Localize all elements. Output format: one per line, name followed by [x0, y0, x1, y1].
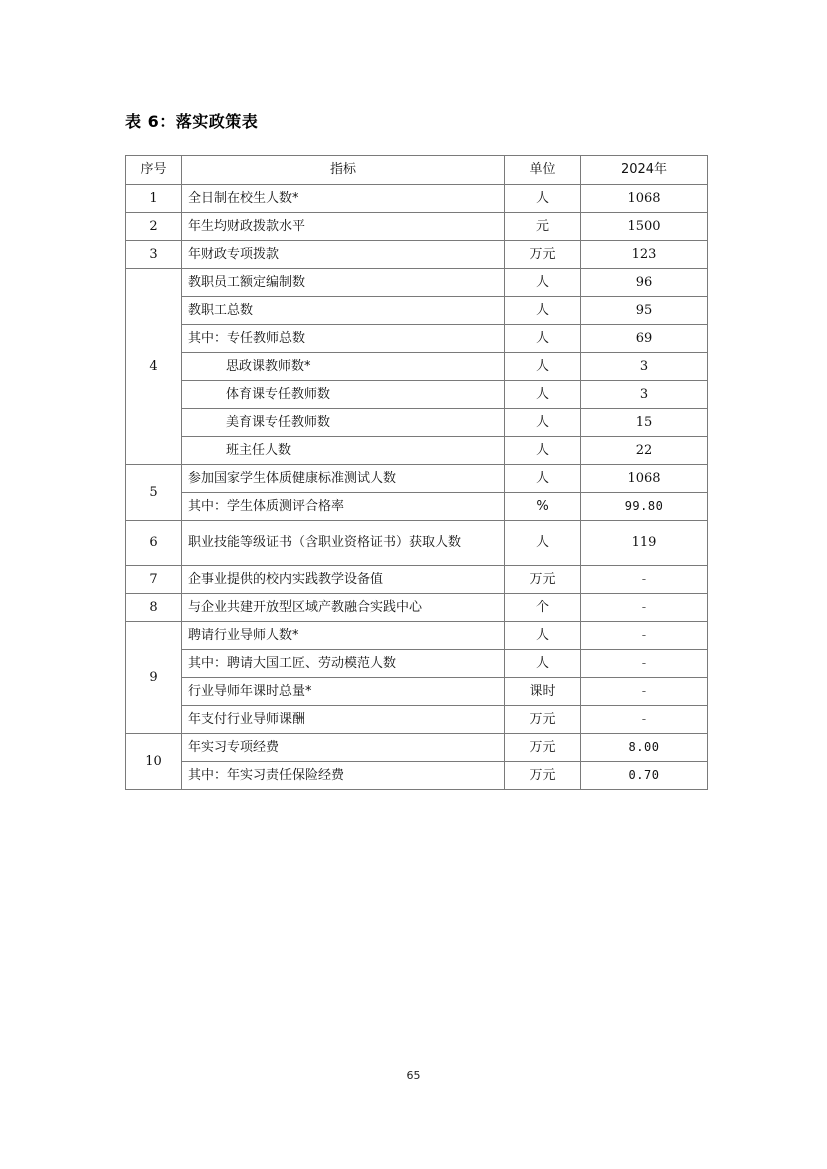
header-no: 序号 [126, 156, 182, 185]
unit-cell: 个 [505, 594, 581, 622]
table-row [126, 734, 708, 762]
value-cell: 95 [581, 297, 708, 325]
value-cell: 1068 [581, 465, 708, 493]
indicator-cell: 聘请行业导师人数* [182, 622, 505, 650]
unit-cell: 人 [505, 353, 581, 381]
indicator-cell: 其中：学生体质测评合格率 [182, 493, 505, 521]
unit-cell: 人 [505, 297, 581, 325]
row-number: 6 [126, 521, 182, 566]
unit-cell: 万元 [505, 241, 581, 269]
page-number: 65 [406, 1069, 421, 1082]
value-cell: 99.80 [581, 493, 708, 521]
indicator-cell [182, 381, 505, 409]
unit-cell: 人 [505, 381, 581, 409]
indicator-cell: 企事业提供的校内实践教学设备值 [182, 566, 505, 594]
table-row [126, 185, 708, 213]
table-row [126, 353, 708, 381]
table-row [126, 241, 708, 269]
row-number: 4 [126, 269, 182, 465]
value-cell: - [581, 706, 708, 734]
value-cell: 3 [581, 353, 708, 381]
indicator-cell: 其中：年实习责任保险经费 [182, 762, 505, 790]
table-row [126, 297, 708, 325]
indicator-cell: 其中：专任教师总数 [182, 325, 505, 353]
row-number: 10 [126, 734, 182, 790]
table-row [126, 465, 708, 493]
unit-cell: 万元 [505, 706, 581, 734]
value-cell: - [581, 594, 708, 622]
unit-cell: 万元 [505, 566, 581, 594]
unit-cell: 万元 [505, 762, 581, 790]
value-cell: - [581, 622, 708, 650]
unit-cell: 人 [505, 269, 581, 297]
indicator-cell: 其中：聘请大国工匠、劳动模范人数 [182, 650, 505, 678]
indicator-cell: 全日制在校生人数* [182, 185, 505, 213]
value-cell: 69 [581, 325, 708, 353]
row-number: 3 [126, 241, 182, 269]
table-row [126, 678, 708, 706]
value-cell: 0.70 [581, 762, 708, 790]
value-cell: 1500 [581, 213, 708, 241]
table-row [126, 437, 708, 465]
unit-cell: 课时 [505, 678, 581, 706]
row-number: 1 [126, 185, 182, 213]
unit-cell: 人 [505, 622, 581, 650]
table-row [126, 213, 708, 241]
value-cell: - [581, 566, 708, 594]
value-cell: 96 [581, 269, 708, 297]
indicator-cell [182, 409, 505, 437]
table-row [126, 706, 708, 734]
unit-cell: 人 [505, 409, 581, 437]
indicator-text: 体育课专任教师数 [226, 386, 331, 402]
table-row [126, 269, 708, 297]
value-cell: 8.00 [581, 734, 708, 762]
indicator-cell: 行业导师年课时总量* [182, 678, 505, 706]
table-row [126, 594, 708, 622]
indicator-cell: 年支付行业导师课酬 [182, 706, 505, 734]
indicator-cell: 年实习专项经费 [182, 734, 505, 762]
indicator-cell: 与企业共建开放型区域产教融合实践中心 [182, 594, 505, 622]
unit-cell: % [505, 493, 581, 521]
indicator-cell: 参加国家学生体质健康标准测试人数 [182, 465, 505, 493]
table-row [126, 622, 708, 650]
value-cell: 22 [581, 437, 708, 465]
value-cell: 1068 [581, 185, 708, 213]
table-row [126, 521, 708, 566]
row-number: 5 [126, 465, 182, 521]
table-row [126, 493, 708, 521]
row-number: 2 [126, 213, 182, 241]
value-cell: - [581, 678, 708, 706]
value-cell: - [581, 650, 708, 678]
indicator-text: 思政课教师数* [226, 358, 311, 374]
indicator-cell: 教职工总数 [182, 297, 505, 325]
header-year: 2024年 [581, 156, 708, 185]
unit-cell: 人 [505, 650, 581, 678]
row-number: 9 [126, 622, 182, 734]
indicator-cell: 年财政专项拨款 [182, 241, 505, 269]
header-indicator: 指标 [182, 156, 505, 185]
value-cell: 123 [581, 241, 708, 269]
unit-cell: 人 [505, 185, 581, 213]
indicator-text: 美育课专任教师数 [226, 414, 331, 430]
indicator-cell: 年生均财政拨款水平 [182, 213, 505, 241]
indicator-cell: 职业技能等级证书（含职业资格证书）获取人数 [182, 521, 505, 566]
unit-cell: 人 [505, 521, 581, 566]
indicator-cell [182, 437, 505, 465]
value-cell: 15 [581, 409, 708, 437]
row-number: 8 [126, 594, 182, 622]
indicator-text: 班主任人数 [226, 442, 292, 458]
table-row [126, 409, 708, 437]
page-title: 表 6：落实政策表 [125, 112, 259, 131]
table-row [126, 650, 708, 678]
row-number: 7 [126, 566, 182, 594]
unit-cell: 元 [505, 213, 581, 241]
policy-table [125, 155, 708, 790]
value-cell: 119 [581, 521, 708, 566]
table-row [126, 381, 708, 409]
value-cell: 3 [581, 381, 708, 409]
table-header-row [126, 156, 708, 185]
unit-cell: 万元 [505, 734, 581, 762]
unit-cell: 人 [505, 325, 581, 353]
indicator-cell [182, 353, 505, 381]
table-row [126, 325, 708, 353]
table-row [126, 762, 708, 790]
table-row [126, 566, 708, 594]
indicator-cell: 教职员工额定编制数 [182, 269, 505, 297]
unit-cell: 人 [505, 465, 581, 493]
header-unit: 单位 [505, 156, 581, 185]
unit-cell: 人 [505, 437, 581, 465]
